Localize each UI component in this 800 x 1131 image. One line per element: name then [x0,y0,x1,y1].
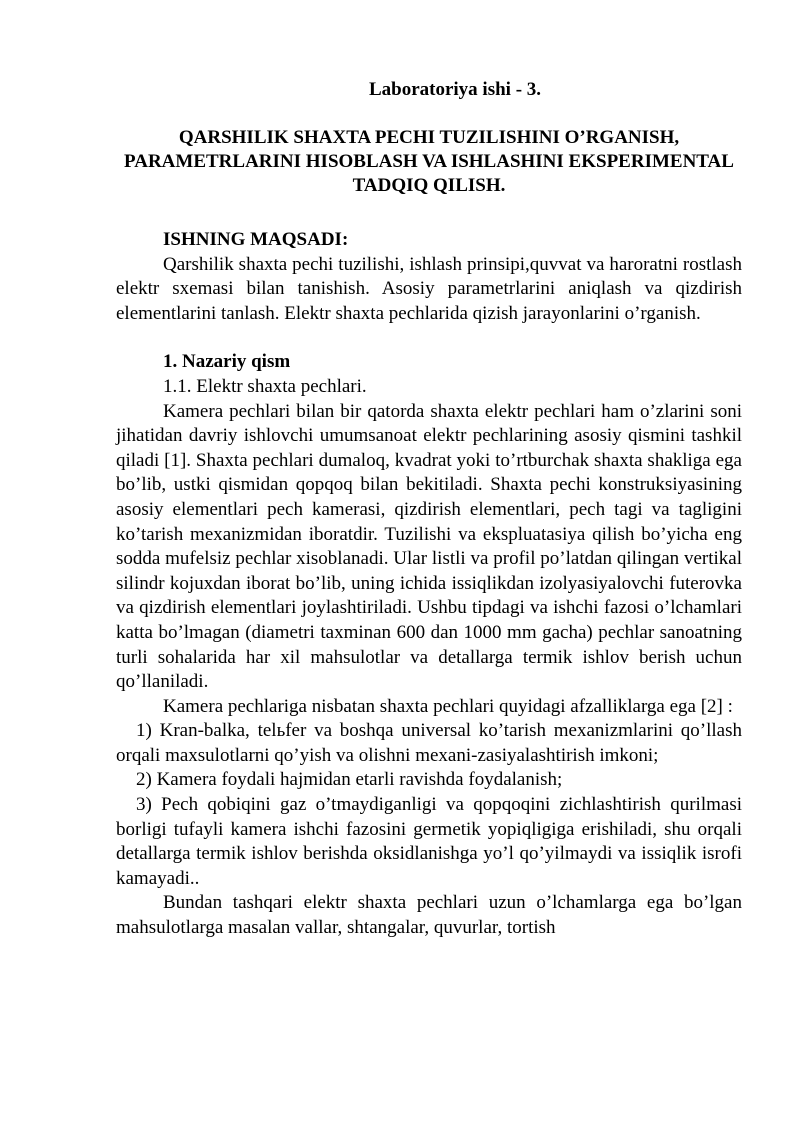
paragraph-2: Kamera pechlariga nisbatan shaxta pechlari quyidagi afzalliklarga ega [2] : [163,695,733,717]
spacer [116,326,742,350]
paragraph-1: Kamera pechlari bilan bir qatorda shaxta elektr pechlari ham o’zlarini soni jihatidan davriy ishlovchi umumsanoat elektr pechlarining asosiy qismini tashkil qiladi [1]. Shaxta pechlari dumaloq, kvadrat yoki to’rtburchak shaxta shakliga ega bo’lib, ustki qismidan qopqoq bilan bekitiladi. Shaxta pechi konstruksiyasining asosiy elementlari pech kamerasi, qizdirish elementlari, pech tagi va tagligini ko’tarish mexanizmidan iboratdir. Tuzilishi va ekspluatasiya qilish bo’yicha eng sodda mufelsiz pechlar xisoblanadi. Ular listli va profil po’latdan qilingan vertikal silindr kojuxdan iborat bo’lib, uning ichida issiqlikdan izolyasiyalovchi futerovka va qizdirish elementlari joylashtiriladi. Ushbu tipdagi va ishchi fazosi o’lchamlari katta bo’lmagan (diametri taxminan 600 dan 1000 mm gacha) pechlar sanoatning turli sohalarida har xil mahsulotlar va detallarga termik ishlov berish uchun qo’llaniladi. [116,400,742,693]
paragraph-3: Bundan tashqari elektr shaxta pechlari uzun o’lchamlarga ega bo’lgan mahsulotlarga masalan vallar, shtangalar, quvurlar, tortish [116,892,742,939]
goal-heading: ISHNING MAQSADI: [163,229,349,250]
main-title: QARSHILIK SHAXTA PECHI TUZILISHINI O’RGANISH, PARAMETRLARINI HISOBLASH VA ISHLASHINI EKSPERIMENTAL TADQIQ QILISH. [124,127,734,196]
list-item-3: 3) Pech qobiqini gaz o’tmaydiganligi va qopqoqini zichlashtirish qurilmasi borligi tufayli kamera ishchi fazosini germetik yopiqligiga erishiladi, shu orqali detallarga termik ishlov berishda oksidlanishga yo’l qo’yilmaydi va issiqlik isrofi kamayadi.. [116,794,742,889]
list-item-1: 1) Kran-balka, telьfer va boshqa universal ko’tarish mexanizmlarini qo’llash orqali maxsulotlarni qo’yish va olishni mexani-zasiyalashtirish imkoni; [116,720,742,766]
goal-text: Qarshilik shaxta pechi tuzilishi, ishlash prinsipi,quvvat va haroratni rostlash elektr sxemasi bilan tanishish. Asosiy parametrlarini aniqlash va qizdirish elementlarini tanlash. Elektr shaxta pechlarida qizish jarayonlarini o’rganish. [116,253,742,324]
list-item-2: 2) Kamera foydali hajmidan etarli ravishda foydalanish; [136,769,563,791]
document-body [116,228,742,941]
subsection-heading: 1.1. Elektr shaxta pechlari. [163,375,367,397]
section-heading: 1. Nazariy qism [163,351,291,373]
lab-title: Laboratoriya ishi - 3. [368,79,542,100]
